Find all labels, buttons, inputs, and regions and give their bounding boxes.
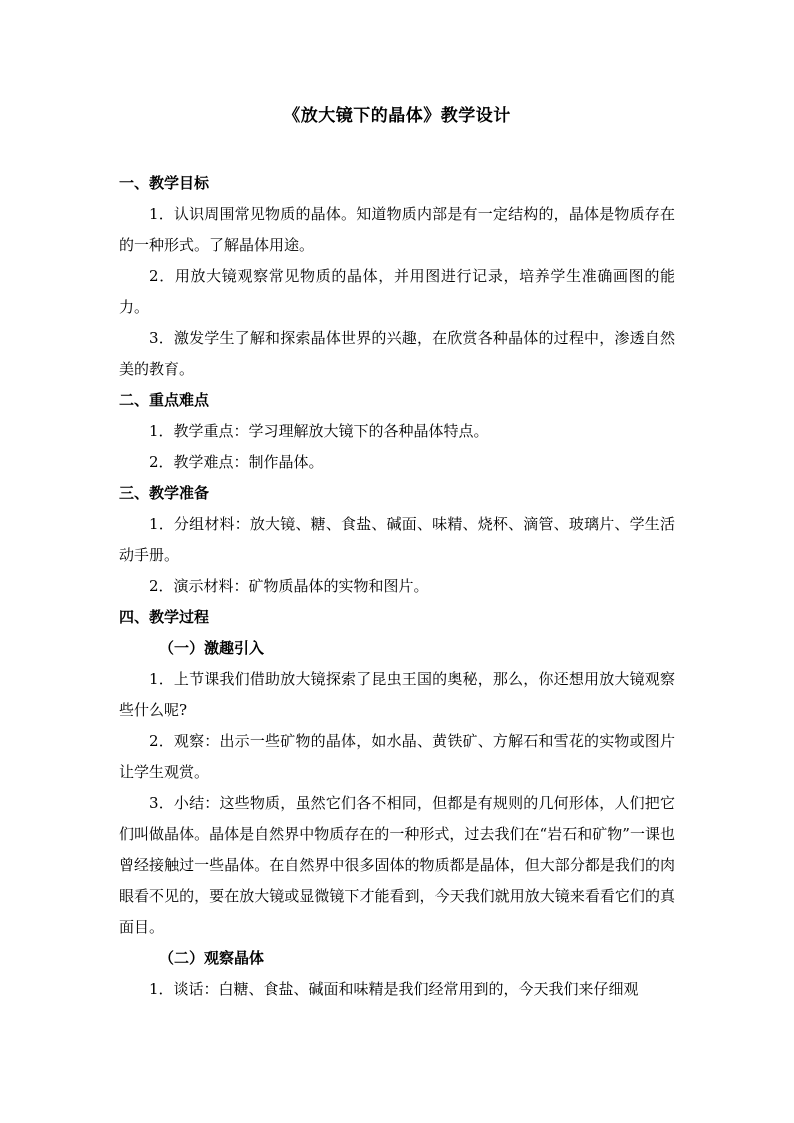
sub-heading-observe: （二）观察晶体	[159, 949, 265, 967]
goal-item: 2．用放大镜观察常见物质的晶体，并用图进行记录，培养学生准确画图的能力。	[119, 267, 675, 316]
preparation-item: 1．分组材料：放大镜、糖、食盐、碱面、味精、烧杯、滴管、玻璃片、学生活动手册。	[119, 515, 675, 564]
key-point-item: 1．教学重点：学习理解放大镜下的各种晶体特点。	[149, 422, 489, 440]
section-heading-process: 四、教学过程	[119, 608, 210, 626]
preparation-item: 2．演示材料：矿物质晶体的实物和图片。	[149, 577, 429, 595]
section-heading-key-points: 二、重点难点	[119, 391, 210, 409]
sub-heading-intro: （一）激趣引入	[159, 639, 265, 657]
section-heading-goals: 一、教学目标	[119, 174, 210, 192]
section-heading-preparation: 三、教学准备	[119, 484, 210, 502]
process-item: 3．小结：这些物质，虽然它们各不相同，但都是有规则的几何形体，人们把它们叫做晶体。晶体是自然界中物质存在的一种形式，过去我们在“岩石和矿物”一课也曾经接触过一些晶体。在自然界中很多固体的物质都是晶体，但大部分都是我们的肉眼看不见的，要在放大镜或显微镜下才能看到，今天我们就用放大镜来看看它们的真面目。	[119, 794, 675, 936]
document-title: 《放大镜下的晶体》教学设计	[283, 106, 511, 126]
key-point-item: 2．教学难点：制作晶体。	[149, 453, 324, 471]
process-item: 2．观察：出示一些矿物的晶体，如水晶、黄铁矿、方解石和雪花的实物或图片让学生观赏。	[119, 732, 675, 781]
process-item: 1．谈话：白糖、食盐、碱面和味精是我们经常用到的，今天我们来仔细观	[149, 980, 639, 998]
goal-item: 3．激发学生了解和探索晶体世界的兴趣，在欣赏各种晶体的过程中，渗透自然美的教育。	[119, 329, 675, 378]
goal-item: 1．认识周围常见物质的晶体。知道物质内部是有一定结构的，晶体是物质存在的一种形式。了解晶体用途。	[119, 205, 675, 254]
document-body	[119, 172, 675, 1009]
process-item: 1．上节课我们借助放大镜探索了昆虫王国的奥秘，那么，你还想用放大镜观察些什么呢?	[119, 670, 675, 719]
